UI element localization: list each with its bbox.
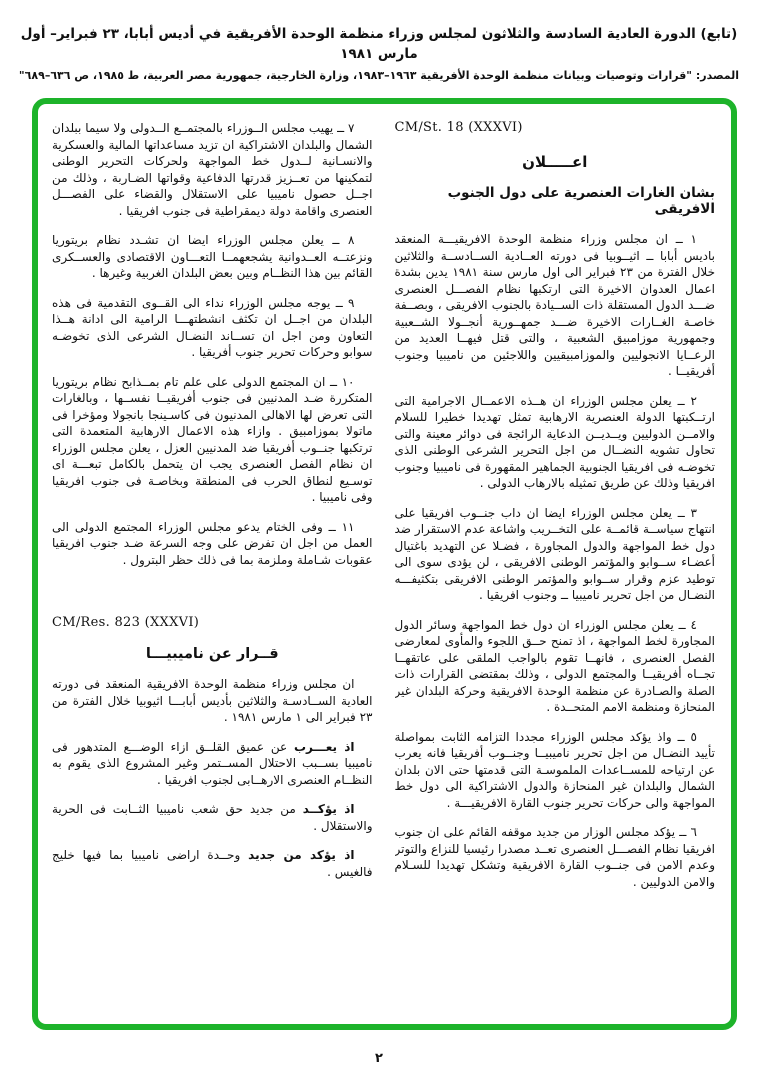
declaration-document-reference: CM/St. 18 (XXXVI) bbox=[394, 120, 523, 135]
column-left-continuation bbox=[52, 120, 373, 1014]
resolution-clause-1-text: عن عميق القلــق ازاء الوضـــع المتدهور فى ناميبيا بســبب الاحتلال المســتمر وغير المشروع الذى يقوم به النظــام العنصرى الارهــابى لجنوب افريقيا . bbox=[52, 739, 373, 787]
declaration-paragraph-11: ١١ ــ وفى الختام يدعو مجلس الوزراء المجتمع الدولى الى العمل من اجل ان تفرض على وجه السرعة ضـد جنوب افريقيا عقوبات شـاملة وملزمة بما فى ذلك حظر البترول . bbox=[52, 519, 373, 567]
resolution-clause-3-lead: اذ يؤكد من جديد bbox=[248, 848, 355, 862]
resolution-clause-2-lead: اذ يؤكــد bbox=[302, 802, 355, 816]
header-session-title: (تابع) الدورة العادية السادسة والثلاثون لمجلس وزراء منظمة الوحدة الأفريقية في أديس أبابا، ٢٣ فبراير– أول مارس ١٩٨١ bbox=[20, 26, 738, 63]
declaration-paragraph-9: ٩ ــ يوجه مجلس الوزراء نداء الى القــوى التقدمية فى هذه البلدان من اجــل ان تكثف انشطتهـــا الرامية الى ادانة هــذا التعاون ومن اجل ان تســاند النضـال الشرعى الذى تخوضـه سوابو وحركات تحرير جنوب أفريقيا . bbox=[52, 295, 373, 359]
section-spacer bbox=[52, 581, 373, 615]
declaration-paragraph-5: ٥ ــ واذ يؤكد مجلس الوزراء مجددا التزامه الثابت بمواصلة تأييد النضـال من اجل تحرير ناميبيــا وجنــوب أفريقيا فانه يعرب عن ارتياحه للمســاعدات الملموسـة التى قدمتها حتى الان بلدان الشمال والبلدان غير المنحازة والدول الاشتراكية الى دول خط المواجهة والى حركات تحرير جنوب القارة الافريقيـــة . bbox=[394, 729, 715, 810]
resolution-clause-3 bbox=[52, 847, 373, 880]
resolution-clause-2-text: من جديد حق شعب ناميبيا الثــابت فى الحرية والاستقلال . bbox=[52, 802, 373, 833]
declaration-paragraph-2: ٢ ــ يعلن مجلس الوزراء ان هــذه الاعمــال الاجرامية التى ارتــكبتها الدولة العنصرية الارهابية تمثل تهديدا خطيرا للسلام والامــن الدوليين ويــديــن الدعاية الرائجة فى دوائر معينة والتى تحاول تشويه النضــال من اجل التحرير الشرعى الوطنى الذى تخوضـه فى افريقيا الجنوبية الجماهير المقهورة فى ناميبيا وجنوب افريقيا وذلك عن طريق تمثيله بالارهاب الدولى . bbox=[394, 393, 715, 490]
declaration-subject-heading: بشان الغارات العنصرية على دول الجنوب الافريقى bbox=[447, 185, 715, 217]
resolution-title: قــرار عن ناميبيـــا bbox=[145, 646, 279, 662]
header-source-citation: المصدر: "قرارات وتوصيات وبيانات منظمة الوحدة الأفريقية ١٩٦٣–١٩٨٣، وزارة الخارجية، جمهورية مصر العربية، ط ١٩٨٥، ص ٦٣٦–٦٨٩" bbox=[18, 68, 740, 82]
resolution-document-reference: CM/Res. 823 (XXXVI) bbox=[52, 615, 200, 630]
resolution-clause-1 bbox=[52, 739, 373, 789]
declaration-paragraph-4: ٤ ــ يعلن مجلس الوزراء ان دول خط المواجهة وسائر الدول المجاورة لخط المواجهة ، اذ تمنح حــق اللجوء والمأوى لمعارضى الفصل العنصرى ، فانهــا تقوم بالواجب الملقى على عاتقهــا تجــاه أفريقيــا والمجتمع الدولى ، وذلك بمقتضى القرارات ذات الصلة والصـادرة عن منظمة الوحدة الافريقية وحركة البلدان غير المنحازة ومنظمة الامم المتحــدة . bbox=[394, 617, 715, 714]
resolution-clause-1-lead: اذ يعـــرب bbox=[293, 739, 355, 754]
declaration-paragraph-1: ١ ــ ان مجلس وزراء منظمة الوحدة الافريقيـــة المنعقد باديس أبابا ــ اثيــوبيا فى دورته العــادية الســادســة والثلاثين خلال الفترة من ٢٣ فبراير الى اول مارس سنة ١٩٨١ يدين بشدة اعمال العدوان الاخيرة التى ارتكبها نظام الفصـــل العنصرى ضـــد الدول المستقلة ذات الســيادة بالجنوب الافريقى ، وبصــفة خاصـة الغــارات الاخيرة ضـــد جمهــورية أنجــولا الشــعبية وجمهورية موزامبيق الشعبية ، والتى قتل فيهــا العديد من الرعــايا الانجوليين والموزامبيقيين واللاجئين من ناميبيا وجنوب أفريقيــا . bbox=[394, 232, 715, 378]
page-number: ٢ bbox=[375, 1051, 383, 1066]
declaration-title: اعـــــلان bbox=[522, 153, 588, 171]
declaration-paragraph-10: ١٠ ــ ان المجتمع الدولى على علم تام بمــذابح نظام بريتوريا المتكررة ضـد المدنيين فى جنوب أفريقيــا نفســها ، وبالغارات التى تعرض لها الاهالى المدنيون فى كاسـينجا بانجولا ومؤخرا فى ماتولا بموزامبيق . وازاء هذه الاعمال الارهابية المتعمدة التى ترتكبها جنــوب أفريقيا ضد المدنيين العزل ، يعلن مجلس الوزراء ان نظام الفصل العنصرى يجب ان يتحمل بالكامل تبعـــة اى توسـيع لنطاق الحرب فى المنطقة وبخاصـة فى جنوب افريقيا وفى ناميبيا . bbox=[52, 374, 373, 504]
page-header bbox=[10, 24, 748, 82]
green-border-frame bbox=[32, 98, 737, 1030]
two-column-layout bbox=[52, 120, 715, 1014]
declaration-paragraph-3: ٣ ــ يعلن مجلس الوزراء ايضا ان داب جنــوب افريقيا على انتهاج سياســة قائمــة على التخــريب واشاعة عدم الاستقرار ضد دول خط المواجهة والدول المجاورة ، فضـلا عن التهديد باغتيال أعضـاء ســوابو والمؤتمر الوطنى الافريقى ، لن يؤدى سوى الى توطيد عزم وقرار ســوابو والمؤتمر الوطنى الافريقى بتكثيفـــه النضـال من اجل تحرير ناميبيا ــ وجنوب افريقيا . bbox=[394, 505, 715, 602]
column-right-declaration bbox=[395, 120, 716, 1014]
declaration-paragraph-6: ٦ ــ يؤكد مجلس الوزار من جديد موقفه القائم على ان جنوب افريقيا نظام الفصـــل العنصرى تعــد مصدرا رئيسيا للنزاع والتوتر وعدم الامن فى جنــوب القارة الافريقية وتشكل تهديدا للسـلام والامن الدوليين . bbox=[394, 825, 715, 889]
resolution-intro-paragraph: ان مجلس وزراء منظمة الوحدة الافريقية المنعقد فى دورته العادية الســادسـة والثلاثين بأديس أبابـــا اثيوبيا خلال الفترة من ٢٣ فبراير الى ١ مارس ١٩٨١ . bbox=[52, 677, 373, 724]
declaration-paragraph-8: ٨ ــ يعلن مجلس الوزراء ايضا ان تشـدد نظام بريتوريا ونزعتــه العــدوانية يشجعهمــا التعـــاون الاقتصادى والعســكرى القائم بين هذا النظــام وبين بعض البلدان الغربية وغيرها . bbox=[52, 233, 373, 280]
resolution-clause-2 bbox=[52, 801, 373, 834]
declaration-paragraph-7: ٧ ــ يهيب مجلس الــوزراء بالمجتمــع الــدولى ولا سيما ببلدان الشمال والبلدان الاشتراكية ان تزيد مساعداتها المالية والعسكرية والانسـانية لــدول خط المواجهة ولحركات التحرير الوطنى لتمكينها من تعــزيز قدرتها الدفاعية وقواتها الضـاربة ، وذلك من اجــل حصول ناميبيا على الاستقلال والقضاء على الفصـــل العنصرى واقامة دولة ديمقراطية فى جنوب افريقيا . bbox=[52, 121, 373, 218]
resolution-clause-3-text: وحــدة اراضى ناميبيا بما فيها خليج فالغيس . bbox=[52, 848, 373, 879]
